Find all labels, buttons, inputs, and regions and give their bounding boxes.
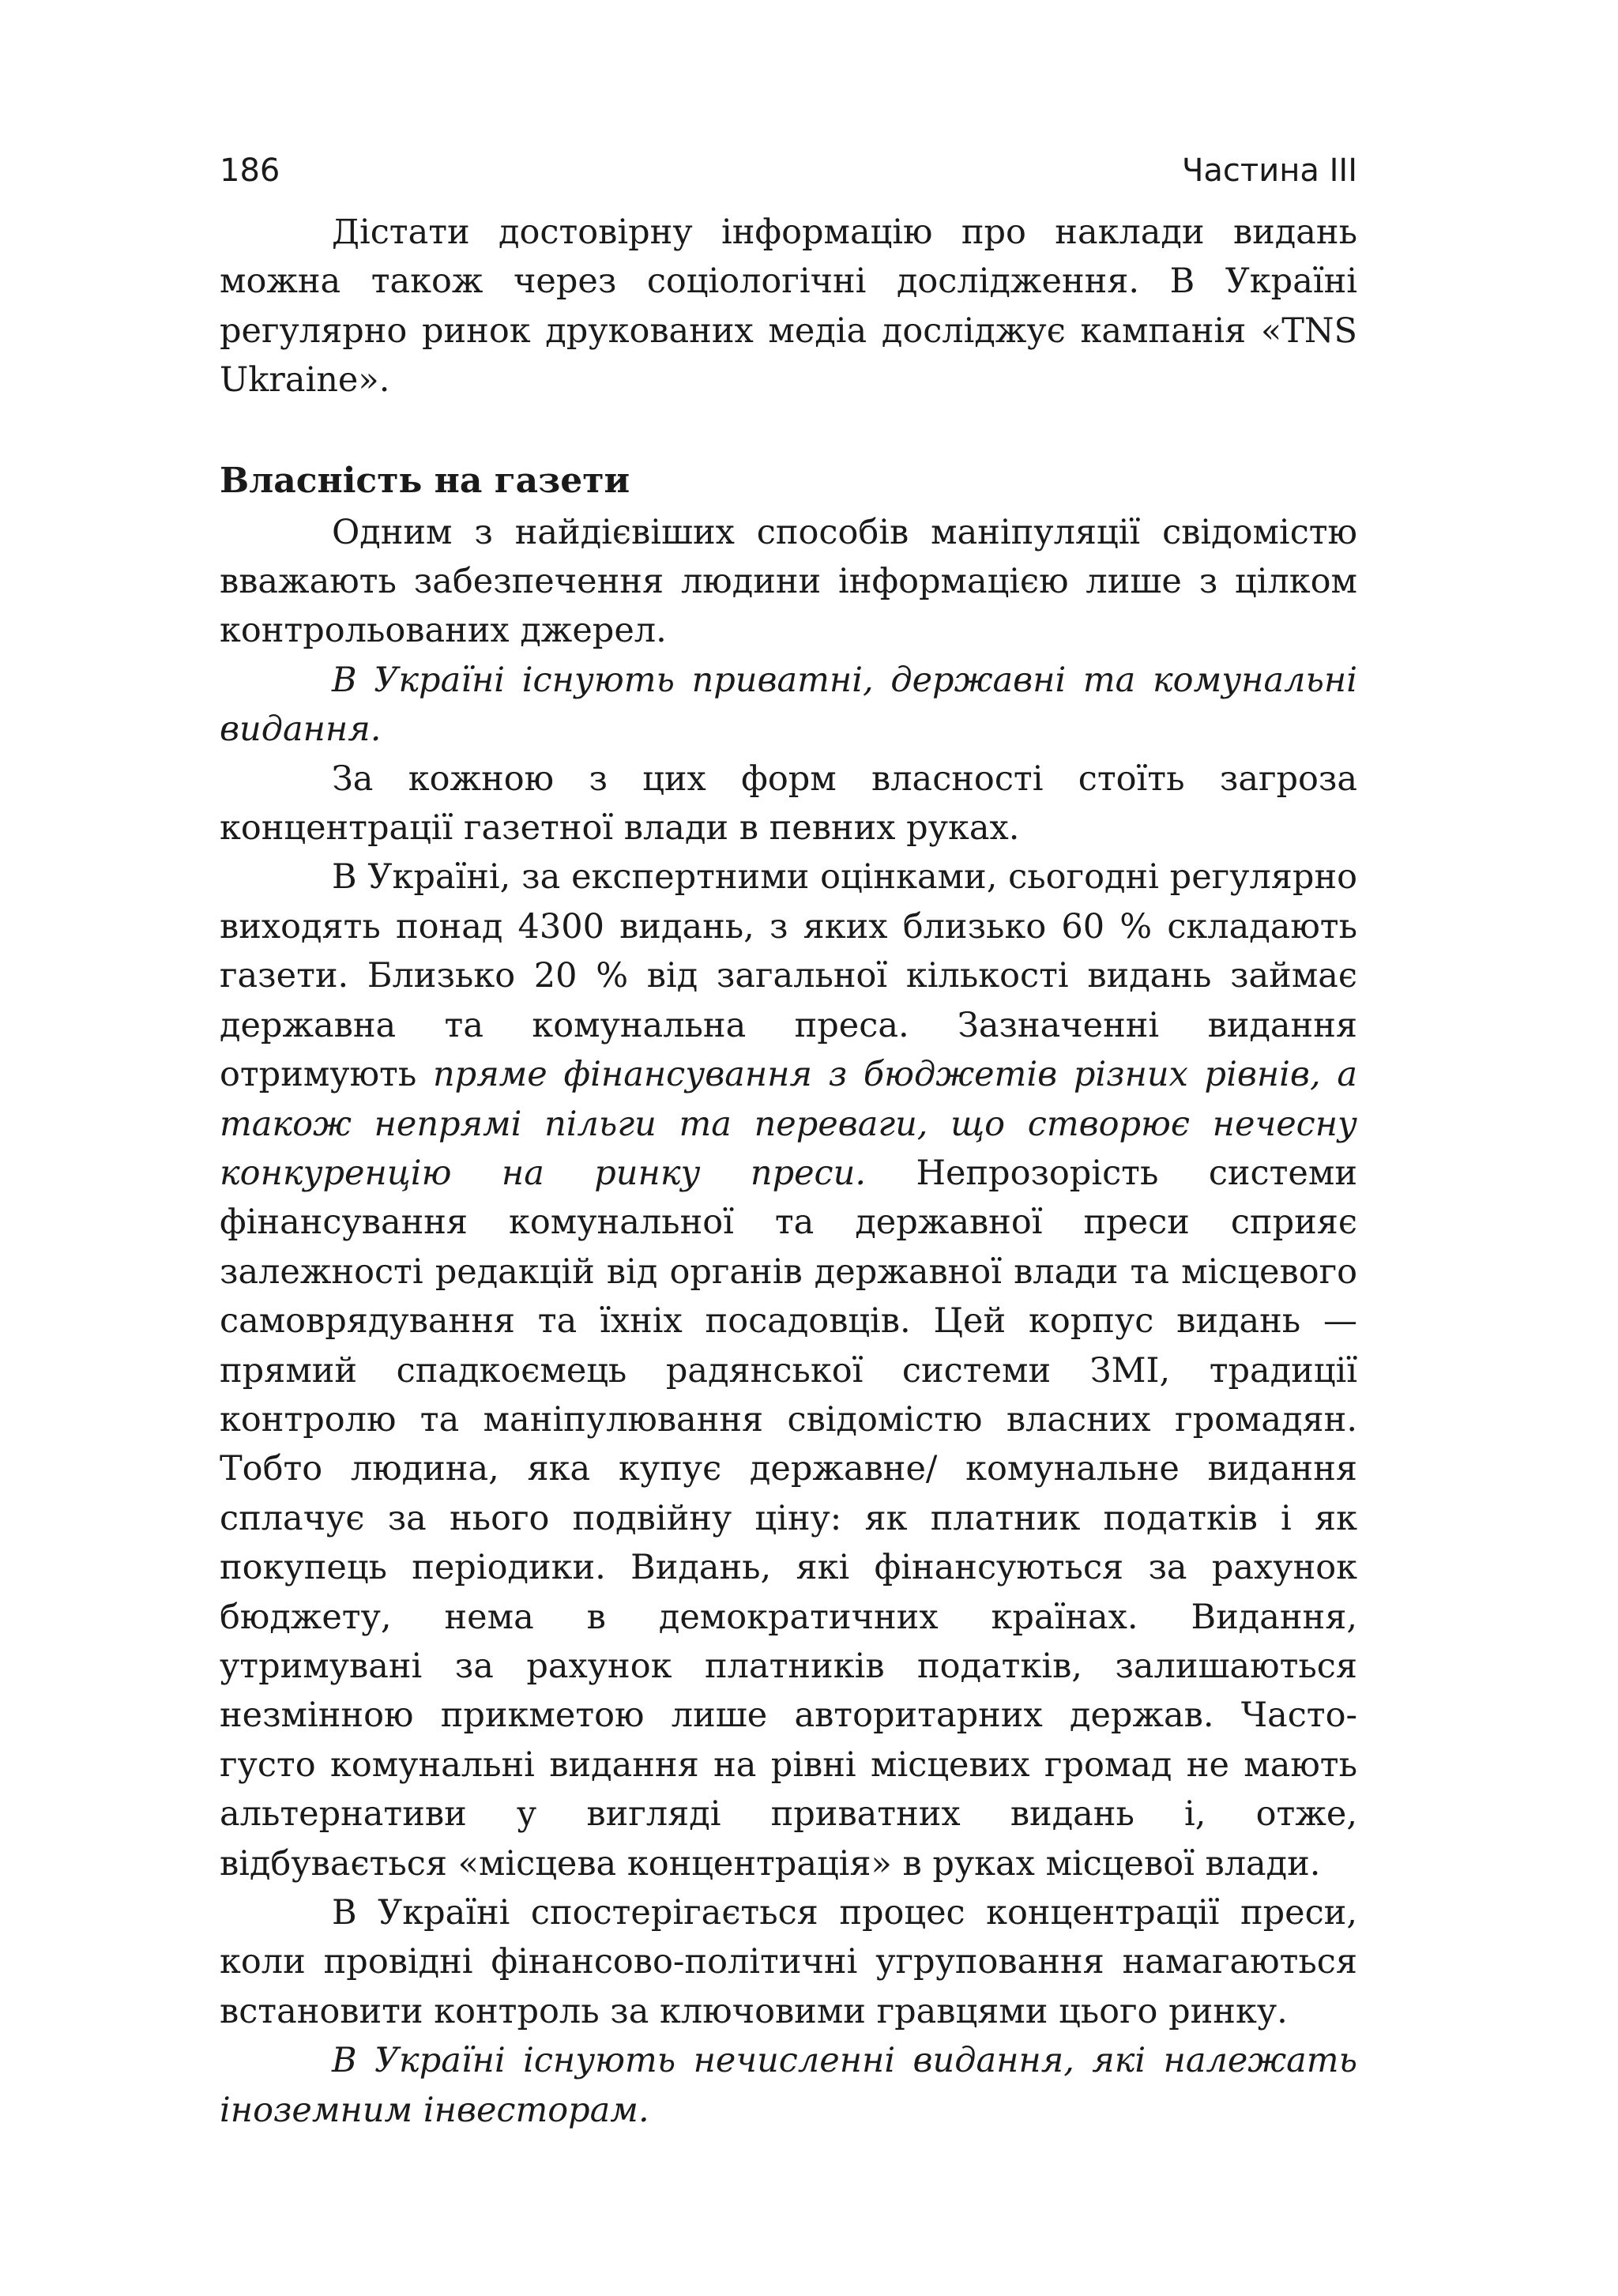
running-head: Частина III <box>1182 152 1357 189</box>
paragraph-ownership-types <box>220 656 1357 755</box>
italic-statement: В Україні існують нечисленні видання, які належать іноземним інвесторам. <box>220 2041 1357 2130</box>
text-run: Непрозорість системи фінансування комунальної та державної преси сприяє залежності редакцій від органів державної влади та місцевого самоврядування та їхніх посадовців. Цей корпус видань — прямий спадкоємець радянської системи ЗМІ, традиції контролю та маніпулювання свідомістю власних громадян. Тобто людина, яка купує державне/ комунальне видання сплачує за нього подвійну ціну: як платник податків і як покупець періодики. Видань, які фінансуються за рахунок бюджету, нема в демократичних країнах. Видання, утримувані за рахунок платників податків, залишаються незмінною прикметою лише авторитарних держав. Часто-густо комунальні видання на рівні місцевих громад не мають альтернативи у вигляді приватних видань і, отже, відбувається «місцева концентрація» в руках місцевої влади. <box>220 1153 1357 1884</box>
paragraph-manipulation: Одним з найдієвіших способів маніпуляції свідомістю вважають забезпечення людини інформацією лише з цілком контрольованих джерел. <box>220 512 1357 651</box>
paragraph-concentration-process: В Україні спостерігається процес концентрації преси, коли провідні фінансово-політичні угруповання намагаються встановити контроль за ключовими гравцями цього ринку. <box>220 1893 1357 2031</box>
section-heading: Власність на газети <box>220 460 630 501</box>
section-spacer <box>220 405 1357 454</box>
paragraph-foreign-investors <box>220 2036 1357 2135</box>
paragraph-concentration-threat: За кожною з цих форм власності стоїть загроза концентрації газетної влади в певних руках. <box>220 758 1357 849</box>
italic-statement: пряме фінансування з бюджетів різних рівнів, а також непрямі пільги та переваги, що створює нечесну конкуренцію на ринку преси. <box>220 1055 1357 1193</box>
paragraph-intro: Дістати достовірну інформацію про наклади видань можна також через соціологічні дослідження. В Україні регулярно ринок друкованих медіа досліджує кампанія «TNS Ukraine». <box>220 213 1357 401</box>
page-number: 186 <box>220 152 280 189</box>
italic-statement: В Україні існують приватні, державні та комунальні видання. <box>220 660 1357 750</box>
body-text <box>220 208 1357 2135</box>
text-run: В Україні, за експертними оцінками, сьогодні регулярно виходять понад 4300 видань, з яких близько 60 % складають газети. Близько 20 % від загальної кількості видань займає державна та комунальна преса. Зазначенні видання отримують <box>220 857 1357 1095</box>
page-header <box>220 147 1357 194</box>
paragraph-expert-estimates <box>220 853 1357 1888</box>
